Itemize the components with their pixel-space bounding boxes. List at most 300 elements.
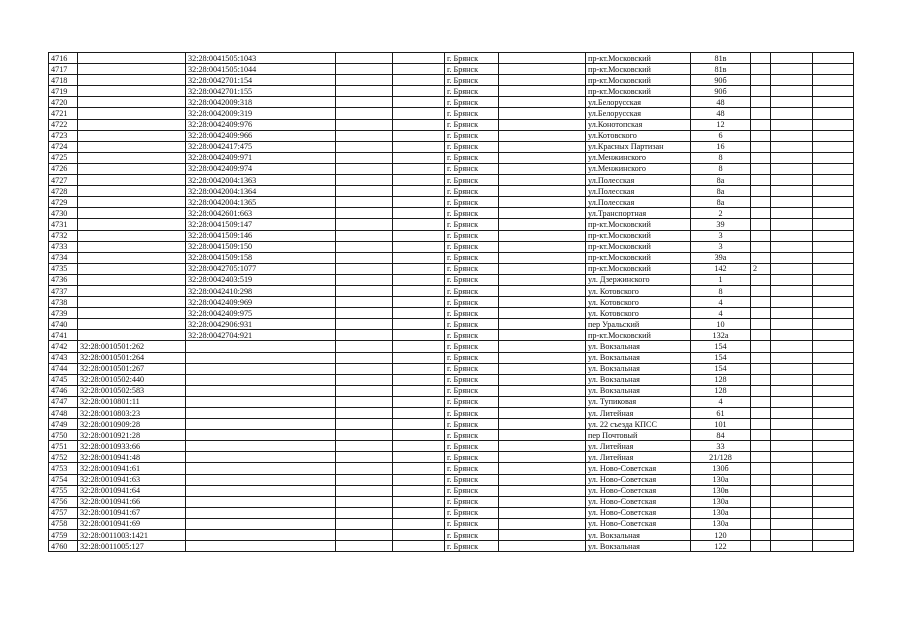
empty-cell <box>393 175 445 186</box>
empty-cell <box>336 408 393 419</box>
empty-cell <box>771 163 813 174</box>
house-number-cell: 128 <box>691 374 751 385</box>
table-row <box>49 408 854 419</box>
table-row <box>49 285 854 296</box>
empty-cell <box>499 175 586 186</box>
empty-cell <box>813 452 854 463</box>
extra-cell <box>751 175 771 186</box>
cadastral-number-alt-cell <box>186 374 336 385</box>
cadastral-number-cell: 32:28:0010501:264 <box>78 352 186 363</box>
city-cell: г. Брянск <box>445 75 499 86</box>
cadastral-number-cell <box>78 330 186 341</box>
house-number-cell: 154 <box>691 352 751 363</box>
empty-cell <box>336 175 393 186</box>
table-row <box>49 385 854 396</box>
empty-cell <box>499 141 586 152</box>
empty-cell <box>393 108 445 119</box>
empty-cell <box>771 274 813 285</box>
empty-cell <box>813 463 854 474</box>
row-number-cell: 4717 <box>49 64 78 75</box>
cadastral-number-alt-cell <box>186 341 336 352</box>
table-row <box>49 507 854 518</box>
empty-cell <box>771 430 813 441</box>
empty-cell <box>771 341 813 352</box>
city-cell: г. Брянск <box>445 252 499 263</box>
cadastral-number-cell: 32:28:0011003:1421 <box>78 530 186 541</box>
table-row <box>49 541 854 552</box>
empty-cell <box>499 463 586 474</box>
empty-cell <box>393 541 445 552</box>
cadastral-number-alt-cell: 32:28:0041509:158 <box>186 252 336 263</box>
city-cell: г. Брянск <box>445 175 499 186</box>
empty-cell <box>813 485 854 496</box>
empty-cell <box>813 330 854 341</box>
cadastral-number-alt-cell <box>186 541 336 552</box>
empty-cell <box>499 241 586 252</box>
cadastral-number-cell: 32:28:0010501:262 <box>78 341 186 352</box>
row-number-cell: 4741 <box>49 330 78 341</box>
empty-cell <box>771 308 813 319</box>
city-cell: г. Брянск <box>445 297 499 308</box>
cadastral-number-cell <box>78 86 186 97</box>
extra-cell: 2 <box>751 263 771 274</box>
house-number-cell: 130а <box>691 507 751 518</box>
empty-cell <box>499 252 586 263</box>
row-number-cell: 4747 <box>49 396 78 407</box>
cadastral-number-alt-cell: 32:28:0042705:1077 <box>186 263 336 274</box>
table-row <box>49 53 854 64</box>
table-row <box>49 64 854 75</box>
cadastral-number-cell <box>78 53 186 64</box>
cadastral-number-cell: 32:28:0010502:440 <box>78 374 186 385</box>
street-cell: ул.Конотопская <box>586 119 691 130</box>
city-cell: г. Брянск <box>445 396 499 407</box>
cadastral-number-alt-cell <box>186 474 336 485</box>
row-number-cell: 4719 <box>49 86 78 97</box>
house-number-cell: 130в <box>691 485 751 496</box>
empty-cell <box>336 186 393 197</box>
table-row <box>49 341 854 352</box>
cadastral-number-alt-cell <box>186 441 336 452</box>
city-cell: г. Брянск <box>445 97 499 108</box>
row-number-cell: 4730 <box>49 208 78 219</box>
row-number-cell: 4759 <box>49 530 78 541</box>
empty-cell <box>499 208 586 219</box>
extra-cell <box>751 518 771 529</box>
city-cell: г. Брянск <box>445 518 499 529</box>
extra-cell <box>751 186 771 197</box>
table-row <box>49 485 854 496</box>
house-number-cell: 8 <box>691 163 751 174</box>
empty-cell <box>499 363 586 374</box>
extra-cell <box>751 163 771 174</box>
cadastral-number-cell <box>78 197 186 208</box>
cadastral-number-alt-cell <box>186 452 336 463</box>
house-number-cell: 8а <box>691 197 751 208</box>
table-row <box>49 518 854 529</box>
street-cell: ул. Ново-Советская <box>586 485 691 496</box>
empty-cell <box>813 263 854 274</box>
empty-cell <box>813 186 854 197</box>
extra-cell <box>751 230 771 241</box>
empty-cell <box>771 186 813 197</box>
empty-cell <box>813 374 854 385</box>
empty-cell <box>499 86 586 97</box>
empty-cell <box>393 252 445 263</box>
empty-cell <box>771 518 813 529</box>
extra-cell <box>751 285 771 296</box>
row-number-cell: 4720 <box>49 97 78 108</box>
house-number-cell: 3 <box>691 230 751 241</box>
cadastral-number-alt-cell <box>186 419 336 430</box>
cadastral-number-alt-cell: 32:28:0041505:1043 <box>186 53 336 64</box>
table-row <box>49 297 854 308</box>
empty-cell <box>499 152 586 163</box>
row-number-cell: 4753 <box>49 463 78 474</box>
empty-cell <box>771 230 813 241</box>
row-number-cell: 4731 <box>49 219 78 230</box>
city-cell: г. Брянск <box>445 197 499 208</box>
cadastral-number-alt-cell: 32:28:0042009:319 <box>186 108 336 119</box>
empty-cell <box>336 352 393 363</box>
extra-cell <box>751 452 771 463</box>
cadastral-number-cell <box>78 152 186 163</box>
empty-cell <box>336 396 393 407</box>
street-cell: пр-кт.Московский <box>586 219 691 230</box>
street-cell: ул. Вокзальная <box>586 530 691 541</box>
empty-cell <box>336 541 393 552</box>
cadastral-number-alt-cell <box>186 496 336 507</box>
empty-cell <box>336 252 393 263</box>
empty-cell <box>813 163 854 174</box>
empty-cell <box>499 230 586 241</box>
empty-cell <box>336 274 393 285</box>
table-row <box>49 197 854 208</box>
cadastral-number-cell <box>78 119 186 130</box>
cadastral-number-cell: 32:28:0010941:67 <box>78 507 186 518</box>
extra-cell <box>751 541 771 552</box>
empty-cell <box>813 175 854 186</box>
empty-cell <box>771 86 813 97</box>
city-cell: г. Брянск <box>445 352 499 363</box>
empty-cell <box>499 285 586 296</box>
empty-cell <box>771 297 813 308</box>
street-cell: ул. Вокзальная <box>586 352 691 363</box>
empty-cell <box>813 197 854 208</box>
empty-cell <box>393 152 445 163</box>
house-number-cell: 130а <box>691 474 751 485</box>
empty-cell <box>393 230 445 241</box>
street-cell: пер Почтовый <box>586 430 691 441</box>
row-number-cell: 4751 <box>49 441 78 452</box>
empty-cell <box>771 507 813 518</box>
house-number-cell: 8 <box>691 152 751 163</box>
table-row <box>49 219 854 230</box>
house-number-cell: 130б <box>691 463 751 474</box>
house-number-cell: 8 <box>691 285 751 296</box>
row-number-cell: 4748 <box>49 408 78 419</box>
empty-cell <box>336 119 393 130</box>
empty-cell <box>393 341 445 352</box>
empty-cell <box>336 463 393 474</box>
cadastral-number-alt-cell: 32:28:0042403:519 <box>186 274 336 285</box>
cadastral-number-cell: 32:28:0010801:11 <box>78 396 186 407</box>
street-cell: пр-кт.Московский <box>586 241 691 252</box>
empty-cell <box>336 219 393 230</box>
cadastral-number-alt-cell: 32:28:0042004:1365 <box>186 197 336 208</box>
street-cell: ул.Менжинского <box>586 163 691 174</box>
house-number-cell: 154 <box>691 363 751 374</box>
cadastral-number-cell <box>78 319 186 330</box>
extra-cell <box>751 297 771 308</box>
empty-cell <box>771 75 813 86</box>
street-cell: ул.Красных Партизан <box>586 141 691 152</box>
street-cell: ул. Литейная <box>586 408 691 419</box>
table-row <box>49 97 854 108</box>
city-cell: г. Брянск <box>445 130 499 141</box>
cadastral-number-alt-cell: 32:28:0042409:976 <box>186 119 336 130</box>
empty-cell <box>393 241 445 252</box>
house-number-cell: 142 <box>691 263 751 274</box>
cadastral-number-alt-cell <box>186 530 336 541</box>
cadastral-number-cell: 32:28:0010941:61 <box>78 463 186 474</box>
empty-cell <box>813 341 854 352</box>
street-cell: ул. Вокзальная <box>586 341 691 352</box>
street-cell: ул.Белорусская <box>586 108 691 119</box>
table-row <box>49 530 854 541</box>
cadastral-number-cell: 32:28:0010909:28 <box>78 419 186 430</box>
row-number-cell: 4736 <box>49 274 78 285</box>
cadastral-number-alt-cell <box>186 352 336 363</box>
table-row <box>49 452 854 463</box>
empty-cell <box>813 541 854 552</box>
cadastral-number-alt-cell: 32:28:0042701:154 <box>186 75 336 86</box>
empty-cell <box>393 518 445 529</box>
row-number-cell: 4732 <box>49 230 78 241</box>
empty-cell <box>499 374 586 385</box>
street-cell: ул. Котовского <box>586 297 691 308</box>
table-row <box>49 141 854 152</box>
empty-cell <box>336 64 393 75</box>
house-number-cell: 132а <box>691 330 751 341</box>
row-number-cell: 4729 <box>49 197 78 208</box>
empty-cell <box>336 496 393 507</box>
house-number-cell: 130а <box>691 496 751 507</box>
empty-cell <box>336 518 393 529</box>
empty-cell <box>813 141 854 152</box>
extra-cell <box>751 64 771 75</box>
row-number-cell: 4725 <box>49 152 78 163</box>
empty-cell <box>336 452 393 463</box>
empty-cell <box>813 64 854 75</box>
empty-cell <box>393 141 445 152</box>
empty-cell <box>499 419 586 430</box>
extra-cell <box>751 308 771 319</box>
table-row <box>49 175 854 186</box>
cadastral-number-alt-cell: 32:28:0042409:975 <box>186 308 336 319</box>
city-cell: г. Брянск <box>445 341 499 352</box>
empty-cell <box>336 141 393 152</box>
street-cell: ул. Котовского <box>586 308 691 319</box>
cadastral-number-cell <box>78 163 186 174</box>
table-row <box>49 319 854 330</box>
cadastral-number-cell: 32:28:0010941:48 <box>78 452 186 463</box>
row-number-cell: 4742 <box>49 341 78 352</box>
table-row <box>49 308 854 319</box>
street-cell: ул.Котовского <box>586 130 691 141</box>
cadastral-number-alt-cell: 32:28:0041509:147 <box>186 219 336 230</box>
row-number-cell: 4734 <box>49 252 78 263</box>
cadastral-number-alt-cell: 32:28:0042004:1364 <box>186 186 336 197</box>
street-cell: ул.Менжинского <box>586 152 691 163</box>
extra-cell <box>751 219 771 230</box>
empty-cell <box>813 496 854 507</box>
city-cell: г. Брянск <box>445 452 499 463</box>
row-number-cell: 4735 <box>49 263 78 274</box>
city-cell: г. Брянск <box>445 530 499 541</box>
empty-cell <box>393 97 445 108</box>
empty-cell <box>499 408 586 419</box>
property-registry-table <box>48 52 854 552</box>
extra-cell <box>751 507 771 518</box>
street-cell: ул. Ново-Советская <box>586 463 691 474</box>
city-cell: г. Брянск <box>445 152 499 163</box>
street-cell: ул. Ново-Советская <box>586 507 691 518</box>
empty-cell <box>336 163 393 174</box>
street-cell: ул.Полесская <box>586 197 691 208</box>
empty-cell <box>771 441 813 452</box>
row-number-cell: 4738 <box>49 297 78 308</box>
cadastral-number-alt-cell: 32:28:0042009:318 <box>186 97 336 108</box>
empty-cell <box>393 419 445 430</box>
house-number-cell: 130а <box>691 518 751 529</box>
city-cell: г. Брянск <box>445 163 499 174</box>
empty-cell <box>499 108 586 119</box>
table-row <box>49 363 854 374</box>
empty-cell <box>393 285 445 296</box>
cadastral-number-cell <box>78 108 186 119</box>
extra-cell <box>751 119 771 130</box>
empty-cell <box>336 152 393 163</box>
cadastral-number-cell <box>78 64 186 75</box>
cadastral-number-cell: 32:28:0010803:23 <box>78 408 186 419</box>
empty-cell <box>771 485 813 496</box>
empty-cell <box>813 396 854 407</box>
house-number-cell: 90б <box>691 86 751 97</box>
empty-cell <box>336 97 393 108</box>
empty-cell <box>771 319 813 330</box>
extra-cell <box>751 485 771 496</box>
cadastral-number-alt-cell <box>186 408 336 419</box>
empty-cell <box>336 230 393 241</box>
empty-cell <box>771 97 813 108</box>
house-number-cell: 120 <box>691 530 751 541</box>
table-row <box>49 86 854 97</box>
empty-cell <box>499 396 586 407</box>
cadastral-number-cell <box>78 252 186 263</box>
table-row <box>49 441 854 452</box>
row-number-cell: 4750 <box>49 430 78 441</box>
cadastral-number-cell: 32:28:0011005:127 <box>78 541 186 552</box>
empty-cell <box>499 330 586 341</box>
row-number-cell: 4723 <box>49 130 78 141</box>
empty-cell <box>771 152 813 163</box>
empty-cell <box>393 352 445 363</box>
empty-cell <box>771 363 813 374</box>
extra-cell <box>751 330 771 341</box>
house-number-cell: 8а <box>691 175 751 186</box>
empty-cell <box>393 319 445 330</box>
empty-cell <box>813 75 854 86</box>
empty-cell <box>393 496 445 507</box>
cadastral-number-cell <box>78 208 186 219</box>
extra-cell <box>751 530 771 541</box>
empty-cell <box>393 363 445 374</box>
empty-cell <box>771 385 813 396</box>
empty-cell <box>813 441 854 452</box>
empty-cell <box>771 352 813 363</box>
street-cell: пр-кт.Московский <box>586 75 691 86</box>
table-row <box>49 252 854 263</box>
row-number-cell: 4754 <box>49 474 78 485</box>
street-cell: ул. Ново-Советская <box>586 496 691 507</box>
extra-cell <box>751 108 771 119</box>
empty-cell <box>336 263 393 274</box>
house-number-cell: 2 <box>691 208 751 219</box>
empty-cell <box>336 130 393 141</box>
city-cell: г. Брянск <box>445 463 499 474</box>
empty-cell <box>393 308 445 319</box>
city-cell: г. Брянск <box>445 241 499 252</box>
city-cell: г. Брянск <box>445 374 499 385</box>
empty-cell <box>813 274 854 285</box>
empty-cell <box>499 341 586 352</box>
empty-cell <box>336 75 393 86</box>
table-row <box>49 396 854 407</box>
row-number-cell: 4728 <box>49 186 78 197</box>
street-cell: ул. 22 съезда КПСС <box>586 419 691 430</box>
table-row <box>49 474 854 485</box>
cadastral-number-alt-cell: 32:28:0041509:150 <box>186 241 336 252</box>
house-number-cell: 8а <box>691 186 751 197</box>
city-cell: г. Брянск <box>445 485 499 496</box>
street-cell: пр-кт.Московский <box>586 86 691 97</box>
empty-cell <box>393 485 445 496</box>
cadastral-number-alt-cell: 32:28:0042704:921 <box>186 330 336 341</box>
city-cell: г. Брянск <box>445 274 499 285</box>
row-number-cell: 4757 <box>49 507 78 518</box>
house-number-cell: 16 <box>691 141 751 152</box>
empty-cell <box>336 507 393 518</box>
house-number-cell: 48 <box>691 97 751 108</box>
extra-cell <box>751 463 771 474</box>
empty-cell <box>499 163 586 174</box>
empty-cell <box>813 130 854 141</box>
empty-cell <box>499 197 586 208</box>
empty-cell <box>499 541 586 552</box>
row-number-cell: 4744 <box>49 363 78 374</box>
extra-cell <box>751 352 771 363</box>
empty-cell <box>771 208 813 219</box>
cadastral-number-cell: 32:28:0010933:66 <box>78 441 186 452</box>
empty-cell <box>393 86 445 97</box>
table-row <box>49 496 854 507</box>
row-number-cell: 4737 <box>49 285 78 296</box>
extra-cell <box>751 474 771 485</box>
empty-cell <box>813 252 854 263</box>
street-cell: ул.Полесская <box>586 175 691 186</box>
street-cell: ул. Ново-Советская <box>586 474 691 485</box>
